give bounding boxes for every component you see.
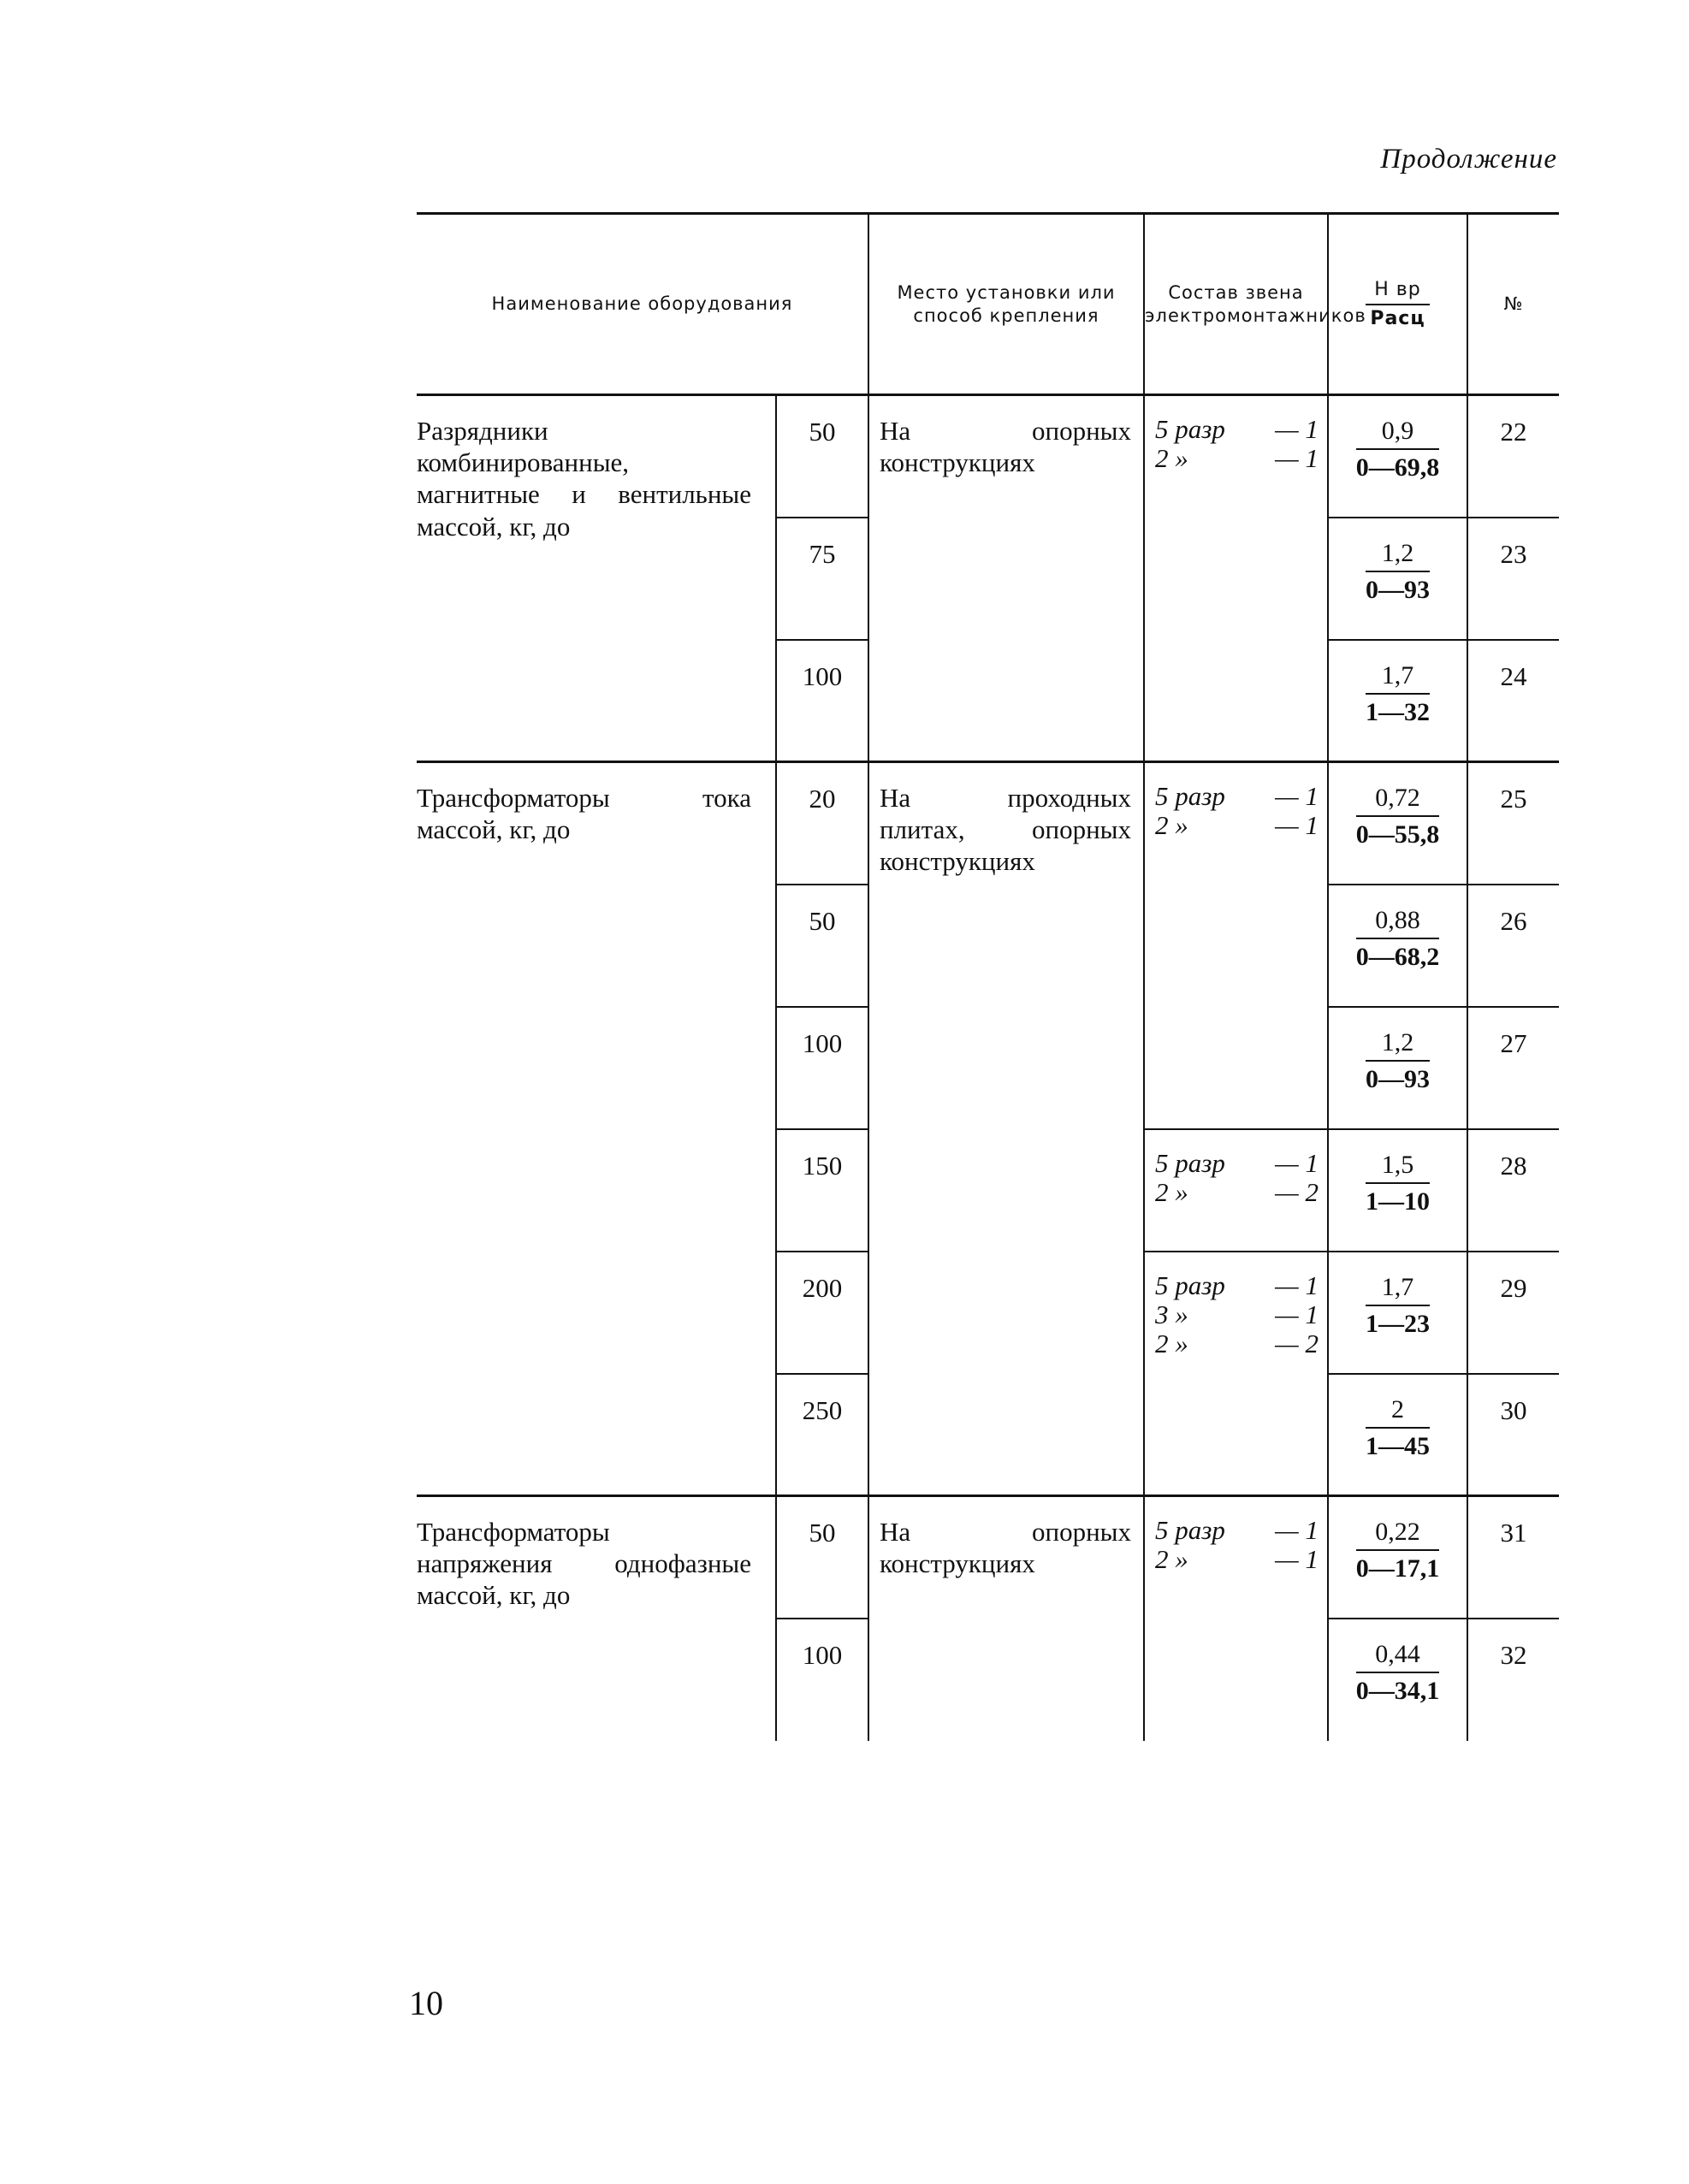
time-norm-rate	[1328, 1496, 1467, 1619]
header-time-norm-rate	[1328, 214, 1467, 395]
table-row	[417, 1496, 1559, 1619]
crew-line	[1155, 1329, 1319, 1358]
time-norm-rate	[1328, 395, 1467, 518]
crew-line	[1155, 1516, 1319, 1545]
crew-line	[1155, 1300, 1319, 1329]
installation-place: На опорных конструкциях	[868, 1496, 1144, 1741]
mass-value: 50	[776, 1496, 868, 1619]
equipment-name: Трансформаторы напряжения однофазные массой, кг, до	[417, 1496, 776, 1741]
time-norm-value: 1,5	[1366, 1151, 1430, 1184]
rate-value: 0—93	[1366, 575, 1430, 604]
crew-count: — 1	[1275, 1299, 1319, 1329]
time-norm-value: 2	[1366, 1395, 1430, 1429]
time-norm-rate	[1328, 1252, 1467, 1374]
crew-composition	[1144, 762, 1328, 1129]
continuation-label: Продолжение	[1380, 144, 1557, 175]
crew-line	[1155, 1149, 1319, 1178]
mass-value: 20	[776, 762, 868, 885]
crew-grade: 2 »	[1155, 443, 1188, 474]
time-norm-rate	[1328, 518, 1467, 640]
rate-value: 0—17,1	[1355, 1554, 1440, 1583]
crew-count: — 1	[1275, 810, 1319, 841]
row-number: 22	[1467, 395, 1559, 518]
rate-value: 1—45	[1366, 1431, 1430, 1460]
crew-count: — 1	[1275, 443, 1319, 474]
rate-value: 0—55,8	[1355, 820, 1440, 849]
header-number: №	[1467, 214, 1559, 395]
crew-line	[1155, 415, 1319, 444]
rate-value: 1—23	[1366, 1309, 1430, 1338]
time-norm-value: 1,2	[1366, 539, 1430, 572]
time-norm-rate	[1328, 885, 1467, 1007]
crew-count: — 1	[1275, 1270, 1319, 1300]
installation-place: На проходных плитах, опорных конструкциях	[868, 762, 1144, 1496]
mass-value: 50	[776, 395, 868, 518]
time-norm-value: 0,72	[1356, 784, 1440, 817]
crew-line	[1155, 1178, 1319, 1207]
rate-value: 1—32	[1366, 697, 1430, 726]
crew-grade: 5 разр	[1155, 414, 1225, 444]
time-norm-rate	[1328, 1129, 1467, 1252]
crew-count: — 1	[1275, 1147, 1319, 1178]
mass-value: 100	[776, 1007, 868, 1129]
crew-composition	[1144, 1496, 1328, 1741]
mass-value: 250	[776, 1374, 868, 1496]
crew-grade: 3 »	[1155, 1299, 1188, 1329]
row-number: 26	[1467, 885, 1559, 1007]
table-body	[417, 395, 1559, 1741]
time-norm-value: 0,22	[1356, 1518, 1440, 1551]
mass-value: 200	[776, 1252, 868, 1374]
row-number: 31	[1467, 1496, 1559, 1619]
rate-value: 0—69,8	[1355, 453, 1440, 482]
crew-grade: 2 »	[1155, 1328, 1188, 1358]
crew-composition	[1144, 1129, 1328, 1252]
page-number: 10	[409, 1984, 443, 2022]
time-norm-rate	[1328, 640, 1467, 762]
row-number: 25	[1467, 762, 1559, 885]
crew-composition	[1144, 1252, 1328, 1496]
time-norm-value: 0,44	[1356, 1640, 1440, 1673]
mass-value: 50	[776, 885, 868, 1007]
row-number: 29	[1467, 1252, 1559, 1374]
time-norm-rate	[1328, 1007, 1467, 1129]
rate-value: 0—34,1	[1355, 1676, 1440, 1705]
crew-line	[1155, 811, 1319, 840]
crew-grade: 5 разр	[1155, 781, 1225, 811]
rate-value: 0—68,2	[1355, 942, 1440, 971]
crew-line	[1155, 1271, 1319, 1300]
time-norm-value: 1,7	[1366, 661, 1430, 695]
crew-line	[1155, 444, 1319, 473]
header-installation-place: Место установки или способ крепления	[868, 214, 1144, 395]
mass-value: 100	[776, 1619, 868, 1741]
header-time-norm: Н вр	[1366, 278, 1429, 305]
crew-grade: 2 »	[1155, 1176, 1188, 1207]
header-crew-composition: Состав звена электромонтажников	[1144, 214, 1328, 395]
row-number: 24	[1467, 640, 1559, 762]
row-number: 28	[1467, 1129, 1559, 1252]
time-norm-rate	[1328, 1374, 1467, 1496]
time-norm-value: 1,2	[1366, 1028, 1430, 1062]
crew-grade: 5 разр	[1155, 1147, 1225, 1178]
table-row	[417, 395, 1559, 518]
crew-count: — 1	[1275, 1544, 1319, 1575]
time-norm-value: 0,9	[1356, 417, 1440, 450]
crew-count: — 2	[1275, 1328, 1319, 1358]
crew-count: — 1	[1275, 781, 1319, 811]
equipment-name: Трансформаторы тока массой, кг, до	[417, 762, 776, 1496]
crew-line	[1155, 782, 1319, 811]
equipment-norms-table	[417, 212, 1559, 1741]
time-norm-rate	[1328, 1619, 1467, 1741]
crew-grade: 2 »	[1155, 1544, 1188, 1575]
crew-grade: 5 разр	[1155, 1515, 1225, 1545]
installation-place: На опорных конструкциях	[868, 395, 1144, 762]
row-number: 32	[1467, 1619, 1559, 1741]
crew-count: — 2	[1275, 1176, 1319, 1207]
crew-composition	[1144, 395, 1328, 762]
table-row	[417, 762, 1559, 885]
time-norm-value: 1,7	[1366, 1273, 1430, 1306]
table-header-row	[417, 214, 1559, 395]
header-equipment-name: Наименование оборудования	[417, 214, 868, 395]
crew-count: — 1	[1275, 1515, 1319, 1545]
row-number: 30	[1467, 1374, 1559, 1496]
row-number: 27	[1467, 1007, 1559, 1129]
row-number: 23	[1467, 518, 1559, 640]
crew-line	[1155, 1545, 1319, 1574]
mass-value: 100	[776, 640, 868, 762]
crew-grade: 5 разр	[1155, 1270, 1225, 1300]
rate-value: 0—93	[1366, 1064, 1430, 1093]
rate-value: 1—10	[1366, 1187, 1430, 1216]
header-rate: Расц	[1370, 307, 1425, 329]
mass-value: 75	[776, 518, 868, 640]
equipment-name: Разрядники комбинированные, магнитные и вентильные массой, кг, до	[417, 395, 776, 762]
crew-grade: 2 »	[1155, 810, 1188, 841]
mass-value: 150	[776, 1129, 868, 1252]
time-norm-rate	[1328, 762, 1467, 885]
time-norm-value: 0,88	[1356, 906, 1440, 939]
crew-count: — 1	[1275, 414, 1319, 444]
